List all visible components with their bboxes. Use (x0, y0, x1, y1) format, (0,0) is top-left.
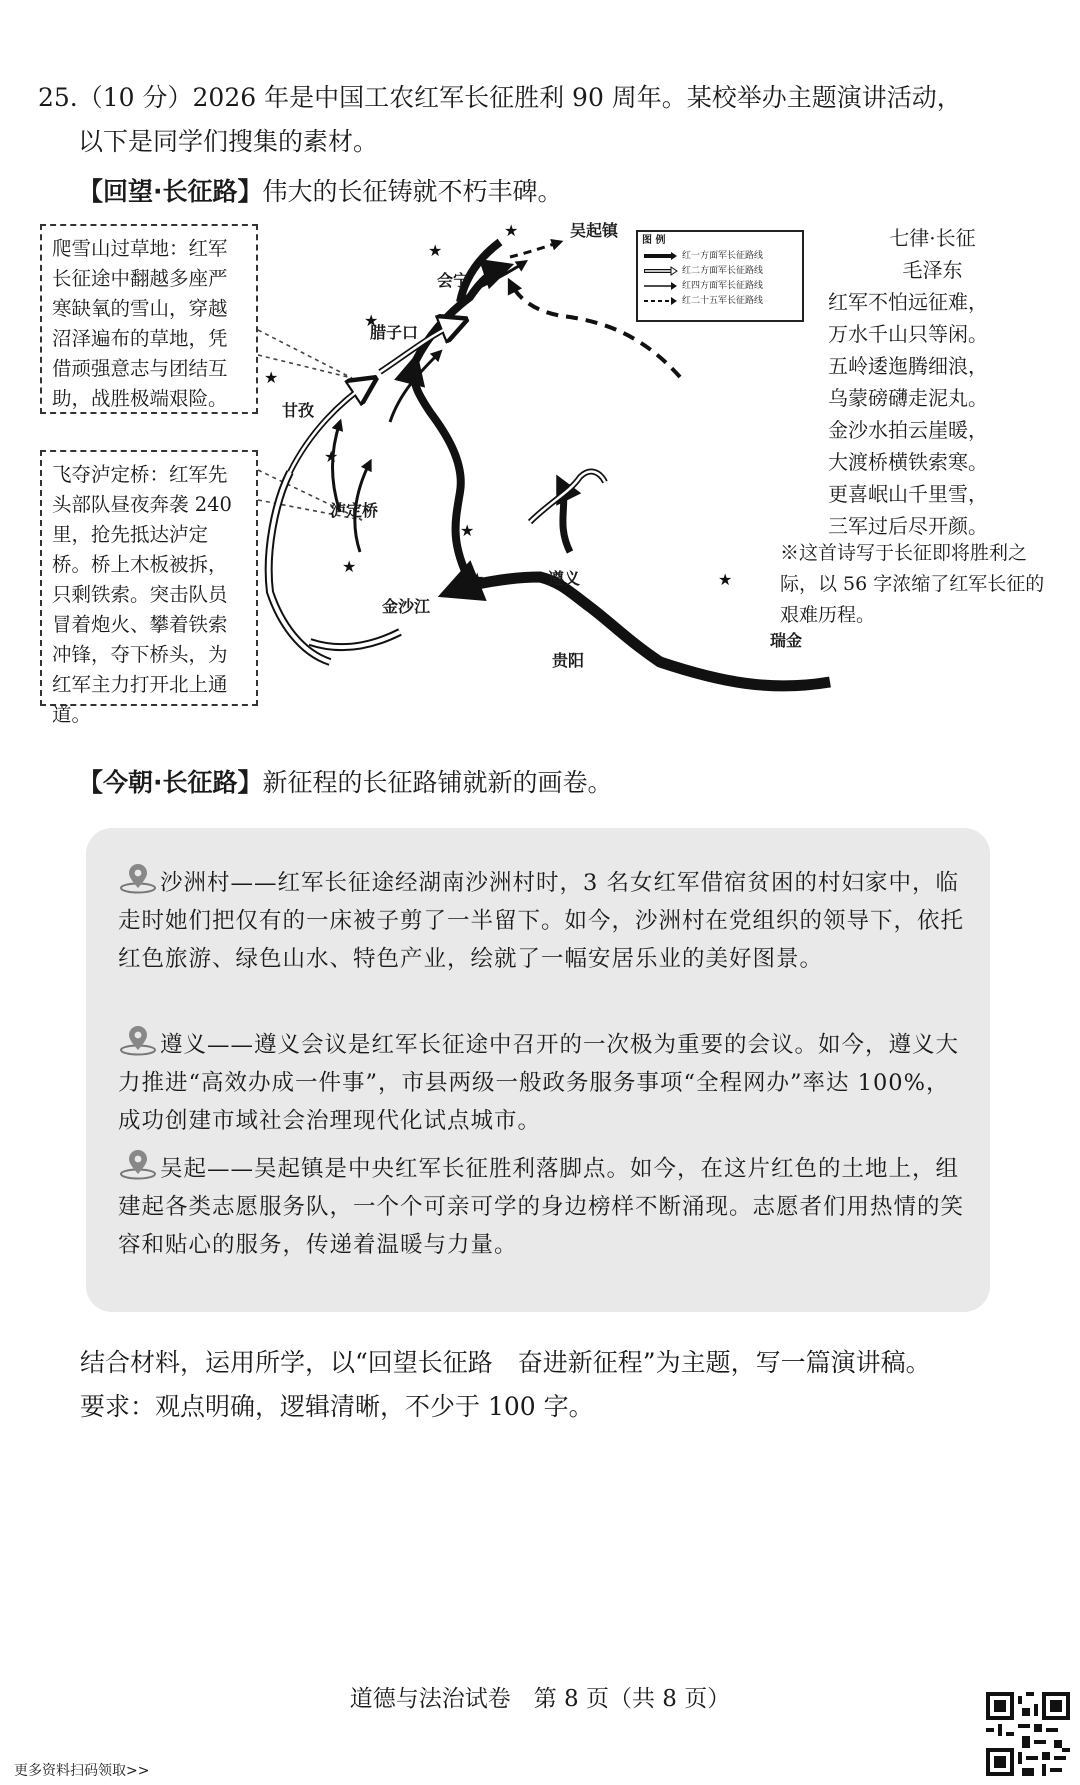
place-guiyang: 贵阳 (552, 651, 585, 670)
star-luding: ★ (324, 447, 339, 466)
note-snow-mountain: 爬雪山过草地：红军长征途中翻越多座严寒缺氧的雪山，穿越沼泽遍布的草地，凭借顽强意志与团结互助，战胜极端艰险。 (40, 224, 258, 414)
poem-note: ※这首诗写于长征即将胜利之际，以 56 字浓缩了红军长征的艰难历程。 (780, 542, 1045, 626)
place-jinshajiang: 金沙江 (382, 597, 431, 616)
poem-title: 七律·长征 (889, 226, 976, 250)
legend-label: 红一方面军长征路线 (682, 250, 764, 261)
poem-line: 五岭逶迤腾细浪， (828, 354, 988, 378)
poem-line: 乌蒙磅礴走泥丸。 (828, 386, 988, 410)
legend-label: 红四方面军长征路线 (682, 280, 764, 291)
section-text: 新征程的长征路铺就新的画卷。 (262, 768, 613, 797)
route-25th-army (510, 242, 560, 257)
legend-item (642, 248, 798, 263)
place-zunyi: 遵义 (548, 569, 581, 588)
poem-line: 红军不怕远征难， (828, 290, 988, 314)
star-jinsha: ★ (342, 557, 357, 576)
poem (820, 222, 1035, 542)
route-second-army (269, 472, 330, 662)
material-zunyi (118, 1026, 968, 1140)
place-wuqi: 吴起镇 (570, 221, 619, 240)
task-line-1: 结合材料，运用所学，以“回望长征路 奋进新征程”为主题，写一篇演讲稿。 (80, 1348, 931, 1377)
qr-code-icon[interactable] (986, 1692, 1070, 1776)
paragraph-text: 沙洲村——红军长征途经湖南沙洲村时，3 名女红军借宿贫困的村妇家中，临走时她们把仅有的一床被子剪了一半留下。如今，沙洲村在党组织的领导下，依托红色旅游、绿色山水、特色产业，绘就了一幅安居乐业的美好图景。 (118, 870, 965, 972)
note-luding-bridge: 飞夺泸定桥：红军先头部队昼夜奔袭 240 里，抢先抵达泸定桥。桥上木板被拆，只剩铁索。突击队员冒着炮火、攀着铁索冲锋，夺下桥头，为红军主力打开北上通道。 (40, 450, 258, 706)
place-lazikou: 腊子口 (370, 323, 419, 342)
paragraph-text: 吴起——吴起镇是中央红军长征胜利落脚点。如今，在这片红色的土地上，组建起各类志愿服务队，一个个可亲可学的身边榜样不断涌现。志愿者们用热情的笑容和贴心的服务，传递着温暖与力量。 (118, 1156, 965, 1258)
location-pin-icon (118, 1150, 158, 1180)
legend-item (642, 278, 798, 293)
location-pin-icon (118, 1026, 158, 1056)
legend-title: 图 例 (642, 235, 666, 246)
poem-line: 大渡桥横铁索寒。 (828, 450, 988, 474)
legend-label: 红二方面军长征路线 (682, 265, 764, 276)
place-huining: 会宁 (437, 271, 470, 290)
poem-line: 万水千山只等闲。 (828, 322, 988, 346)
section-label: 【今朝·长征路】 (78, 768, 263, 797)
poem-line: 金沙水拍云崖暖， (828, 418, 988, 442)
more-resources-link[interactable]: 更多资料扫码领取>> (14, 1763, 150, 1779)
star-huining: ★ (428, 241, 443, 260)
paragraph-text: 遵义——遵义会议是红军长征途中召开的一次极为重要的会议。如今，遵义大力推进“高效办成一件事”，市县两级一般政务服务事项“全程网办”率达 100%，成功创建市域社会治理现代化试点城市。 (118, 1032, 960, 1134)
location-pin-icon (118, 864, 158, 894)
material-wuqi (118, 1150, 968, 1264)
poem-line: 更喜岷山千里雪， (828, 482, 988, 506)
page-footer: 道德与法治试卷 第 8 页（共 8 页） (349, 1686, 731, 1712)
poem-author: 毛泽东 (902, 258, 963, 282)
material-shazhou (118, 864, 968, 978)
section-heading-today (78, 765, 613, 801)
star-wuqi: ★ (504, 221, 519, 240)
place-ganzi: 甘孜 (282, 401, 315, 420)
star-lazikou: ★ (364, 311, 379, 330)
route-first-army (414, 362, 470, 582)
star-ruijin: ★ (718, 570, 733, 589)
section-label: 【回望·长征路】 (78, 177, 263, 206)
legend-item (642, 263, 798, 278)
place-ludingqiao: 泸定桥 (330, 501, 379, 520)
place-ruijin: 瑞金 (770, 631, 803, 650)
star-guiyang: ★ (470, 569, 485, 588)
star-zunyi: ★ (460, 521, 475, 540)
legend-label: 红二十五军长征路线 (682, 295, 764, 306)
question-line-1: 25.（10 分）2026 年是中国工农红军长征胜利 90 周年。某校举办主题演讲活动， (38, 83, 962, 112)
legend-item (642, 293, 798, 308)
star-ganzi: ★ (264, 368, 279, 387)
question-line-2: 以下是同学们搜集的素材。 (78, 127, 379, 156)
route-second-army (530, 472, 605, 522)
task-instructions (80, 1341, 1060, 1429)
section-text: 伟大的长征铸就不朽丰碑。 (262, 177, 563, 206)
poem-line: 三军过后尽开颜。 (828, 514, 988, 538)
task-line-2: 要求：观点明确，逻辑清晰，不少于 100 字。 (80, 1392, 594, 1421)
map-legend (636, 230, 804, 322)
